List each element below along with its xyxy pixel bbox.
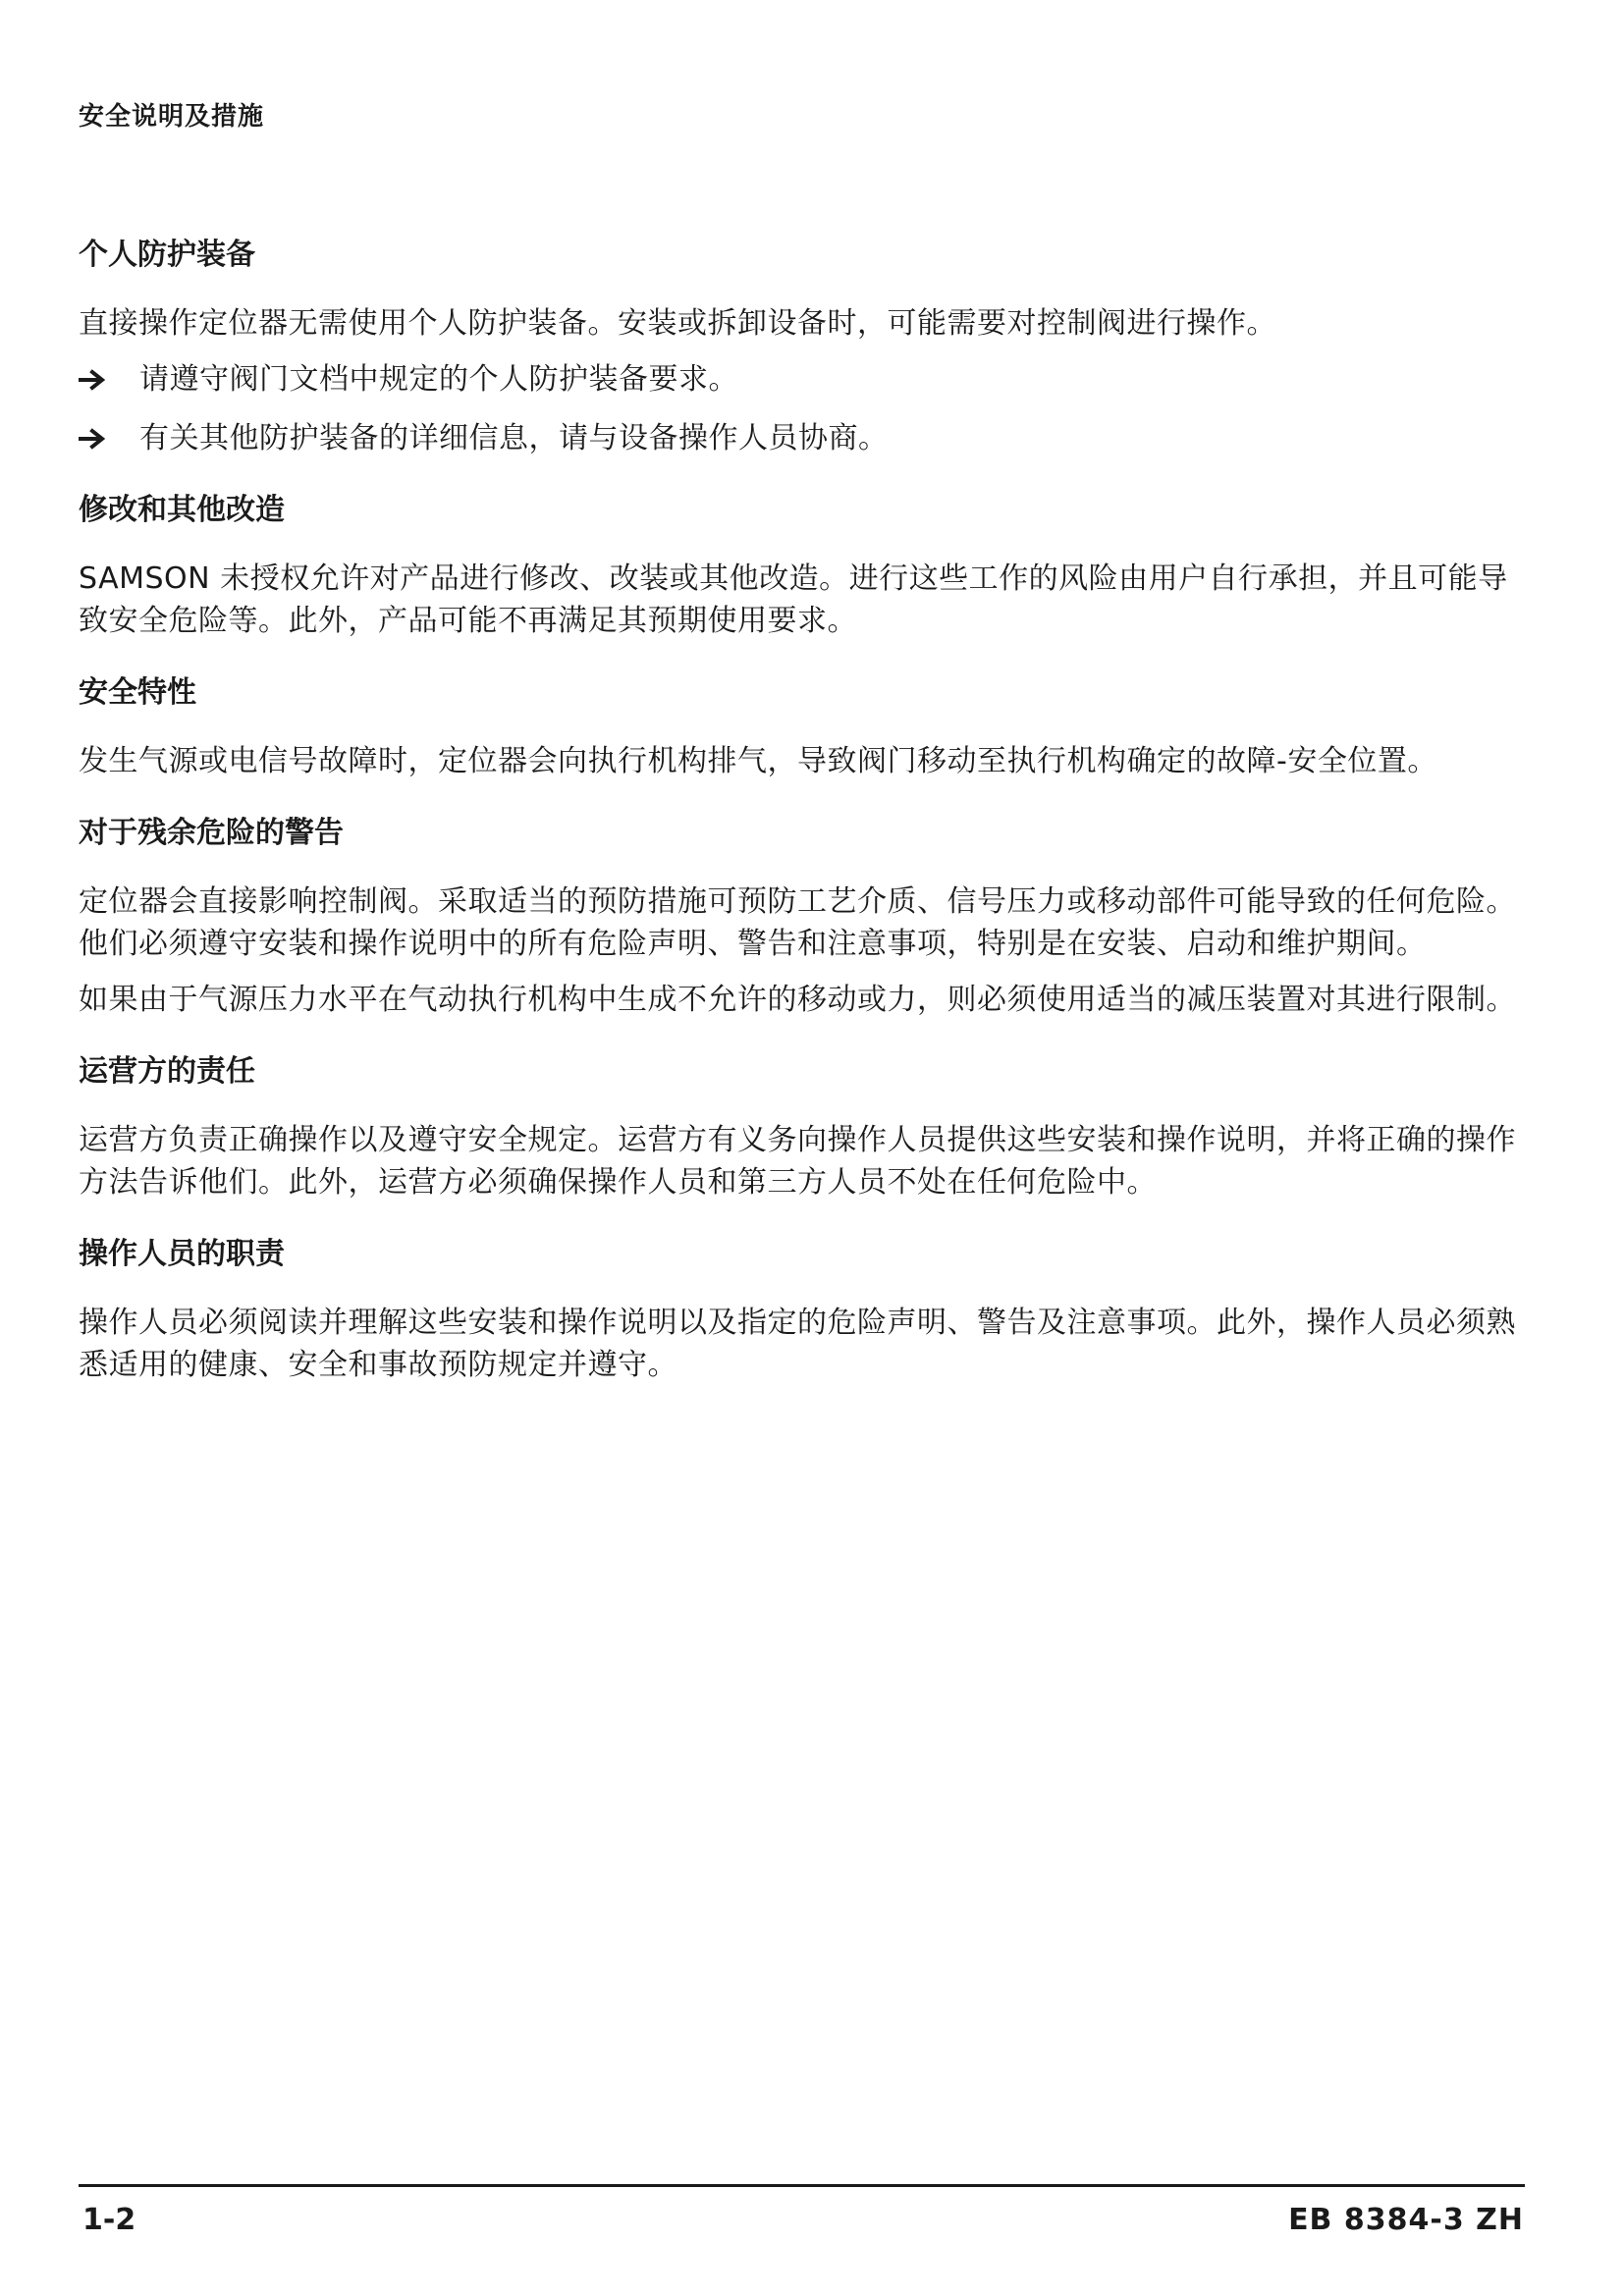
section-heading: 个人防护装备 — [79, 238, 255, 272]
arrow-right-icon — [79, 358, 139, 400]
paragraph: 定位器会直接影响控制阀。采取适当的预防措施可预防工艺介质、信号压力或移动部件可能导致的任何危险。他们必须遵守安装和操作说明中的所有危险声明、警告和注意事项，特别是在安装、启动和维护期间。 — [79, 884, 1516, 961]
section-safety-features — [79, 671, 1522, 782]
paragraph: 直接操作定位器无需使用个人防护装备。安装或拆卸设备时，可能需要对控制阀进行操作。 — [79, 306, 1276, 341]
paragraph: 操作人员必须阅读并理解这些安装和操作说明以及指定的危险声明、警告及注意事项。此外，操作人员必须熟悉适用的健康、安全和事故预防规定并遵守。 — [79, 1306, 1516, 1382]
paragraph: 运营方负责正确操作以及遵守安全规定。运营方有义务向操作人员提供这些安装和操作说明，并将正确的操作方法告诉他们。此外，运营方必须确保操作人员和第三方人员不处在任何危险中。 — [79, 1123, 1516, 1200]
section-heading: 操作人员的职责 — [79, 1237, 285, 1271]
paragraph: 发生气源或电信号故障时，定位器会向执行机构排气，导致阀门移动至执行机构确定的故障-安全位置。 — [79, 744, 1437, 778]
section-heading: 修改和其他改造 — [79, 493, 285, 527]
section-heading: 安全特性 — [79, 675, 196, 710]
section-heading: 对于残余危险的警告 — [79, 816, 344, 850]
bullet-item — [79, 417, 1522, 459]
section-operator-responsibility — [79, 1050, 1522, 1203]
section-personnel-duties — [79, 1233, 1522, 1386]
bullet-text: 请遵守阀门文档中规定的个人防护装备要求。 — [139, 362, 738, 397]
document-body — [79, 234, 1522, 1415]
footer-divider — [79, 2184, 1525, 2187]
paragraph: 如果由于气源压力水平在气动执行机构中生成不允许的移动或力，则必须使用适当的减压装置对其进行限制。 — [79, 983, 1516, 1017]
section-ppe — [79, 234, 1522, 459]
section-residual-hazards — [79, 812, 1522, 1021]
page-number: 1-2 — [82, 2203, 136, 2237]
document-id: EB 8384-3 ZH — [1288, 2203, 1524, 2237]
section-modifications — [79, 489, 1522, 642]
bullet-item — [79, 358, 1522, 400]
paragraph: SAMSON 未授权允许对产品进行修改、改装或其他改造。进行这些工作的风险由用户自行承担，并且可能导致安全危险等。此外，产品可能不再满足其预期使用要求。 — [79, 561, 1508, 638]
section-heading: 运营方的责任 — [79, 1054, 255, 1089]
bullet-text: 有关其他防护装备的详细信息，请与设备操作人员协商。 — [139, 421, 889, 455]
running-header: 安全说明及措施 — [79, 102, 265, 132]
arrow-right-icon — [79, 417, 139, 459]
